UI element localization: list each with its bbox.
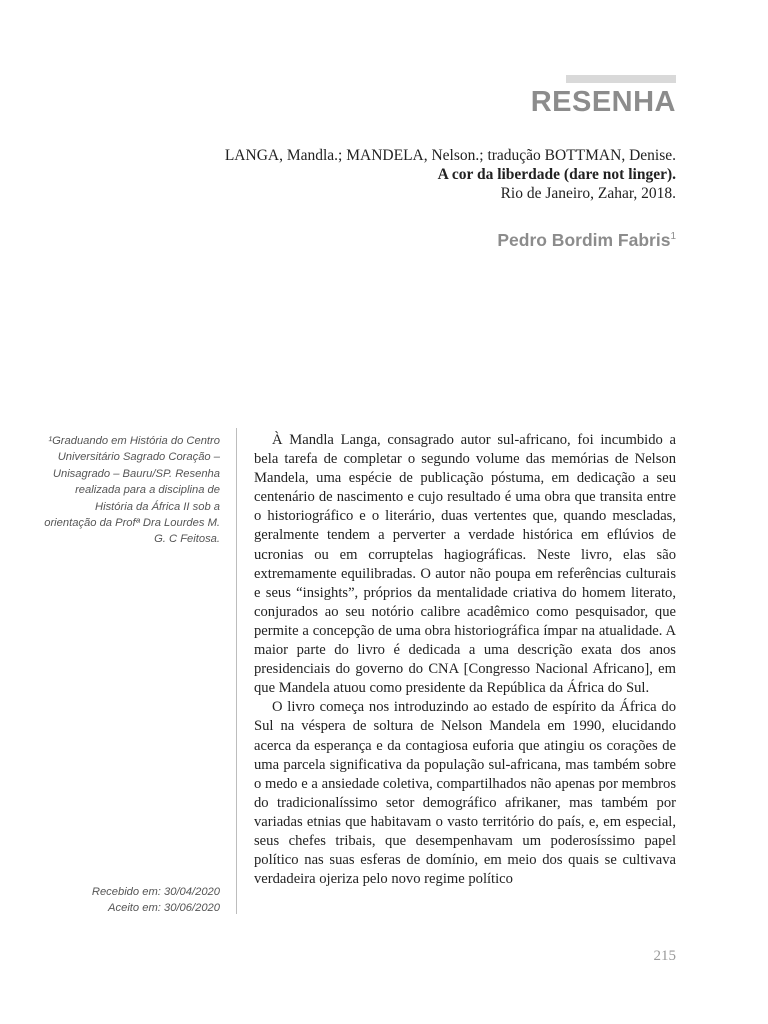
section-title: RESENHA [530, 86, 676, 118]
citation-publisher: Rio de Janeiro, Zahar, 2018. [500, 185, 676, 202]
author-footnote-mark: 1 [670, 231, 676, 243]
author-name: Pedro Bordim Fabris [497, 230, 671, 250]
review-author [497, 230, 676, 251]
submission-dates [40, 884, 220, 917]
body-paragraph-1: À Mandla Langa, consagrado autor sul-africano, foi incumbido a bela tarefa de completar o segundo volume das memórias de Nelson Mandela, uma espécie de publicação póstuma, em dedicação a seu centenário de nascimento e cujo resultado é uma obra que transita entre o historiográfico e o literário, duas vertentes que, quando mescladas, geralmente tendem a perverter a verdade histórica em eflúvios de ucronias ou em corruptelas hagiográficas. Neste livro, elas são extremamente equilibradas. O autor não poupa em referências culturais e seus “insights”, próprios da mentalidade criativa do homem literato, conjurados ao seu notório calibre acadêmico como pesquisador, que permite a concepção de uma obra historiográfica ímpar na atualidade. A maior parte do livro é dedicada a uma descrição exata dos anos presidenciais do governo do CNA [Congresso Nacional Africano], em que Mandela atuou como presidente da República da África do Sul. [254, 432, 676, 697]
column-divider [236, 428, 237, 914]
citation-authors: LANGA, Mandla.; MANDELA, Nelson.; tradução BOTTMAN, Denise. [224, 147, 676, 164]
body-paragraph-2: O livro começa nos introduzindo ao estado de espírito da África do Sul na véspera de soltura de Nelson Mandela em 1990, elucidando acerca da esperança e da contagiosa euforia que atingiu os corações de uma parcela significativa da população sul-africana, mas também sobre o medo e a ansiedade coletiva, compartilhados não apenas por membros do tradicionalíssimo setor demográfico afrikaner, mas também por variadas etnias que habitavam o vasto território do país, e, em especial, seus chefes tribais, que desempenhavam um poderosíssimo papel político nas suas esferas de domínio, em meio dos quais se cultivava verdadeira ojeriza pelo novo regime político [254, 699, 676, 888]
review-body [254, 431, 676, 889]
citation-book-title: A cor da liberdade (dare not linger). [437, 166, 676, 183]
author-footnote: ¹Graduando em História do Centro Universitário Sagrado Coração – Unisagrado – Bauru/SP. Resenha realizada para a disciplina de História da África II sob a orientação da Profª Dra Lourdes M. G. C Feitosa. [44, 435, 220, 546]
header-decorative-bar [566, 75, 676, 83]
page-number: 215 [653, 948, 676, 964]
book-citation [225, 146, 676, 203]
accepted-date: Aceito em: 30/06/2020 [108, 902, 220, 915]
received-date: Recebido em: 30/04/2020 [91, 886, 220, 898]
